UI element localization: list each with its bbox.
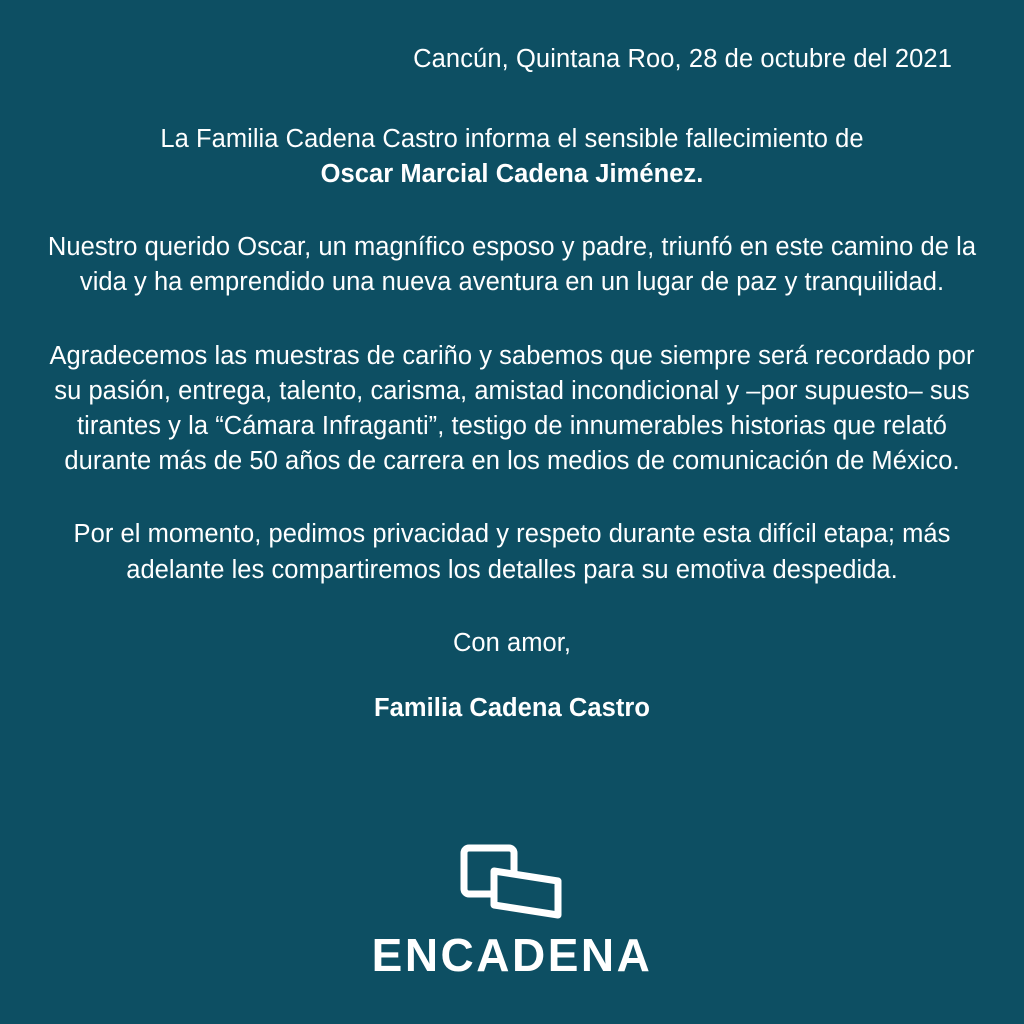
brand-logo (372, 843, 653, 1004)
spacer (40, 588, 984, 626)
logo-wordmark: ENCADENA (371, 929, 653, 981)
announcement-intro: La Familia Cadena Castro informa el sensible fallecimiento de (160, 124, 864, 153)
paragraph-three: Por el momento, pedimos privacidad y respeto durante esta difícil etapa; más adelante les compartiremos los detalles para su emotiva despedida. (73, 520, 951, 584)
signature: Familia Cadena Castro (374, 693, 650, 722)
paragraph-one: Nuestro querido Oscar, un magnífico esposo y padre, triunfó en este camino de la vida y ha emprendido una nueva aventura en un lugar de paz y tranquilidad. (47, 233, 977, 297)
date-location-line: Cancún, Quintana Roo, 28 de octubre del 2021 (413, 45, 952, 73)
paragraph-two: Agradecemos las muestras de cariño y sabemos que siempre será recordado por su pasión, entrega, talento, carisma, amistad incondicional y –por supuesto– sus tirantes y la “Cámara Infraganti”, testigo de innumerables historias que relató durante más de 50 años de carrera en los medios de comunicación de México. (49, 341, 975, 476)
announcement-body (40, 122, 984, 726)
spacer (40, 192, 984, 230)
spacer (40, 301, 984, 339)
sign-off: Con amor, (452, 628, 572, 657)
two-overlapping-rectangles-icon (458, 843, 566, 926)
spacer (40, 661, 984, 691)
spacer (40, 479, 984, 517)
deceased-name: Oscar Marcial Cadena Jiménez. (320, 160, 704, 189)
